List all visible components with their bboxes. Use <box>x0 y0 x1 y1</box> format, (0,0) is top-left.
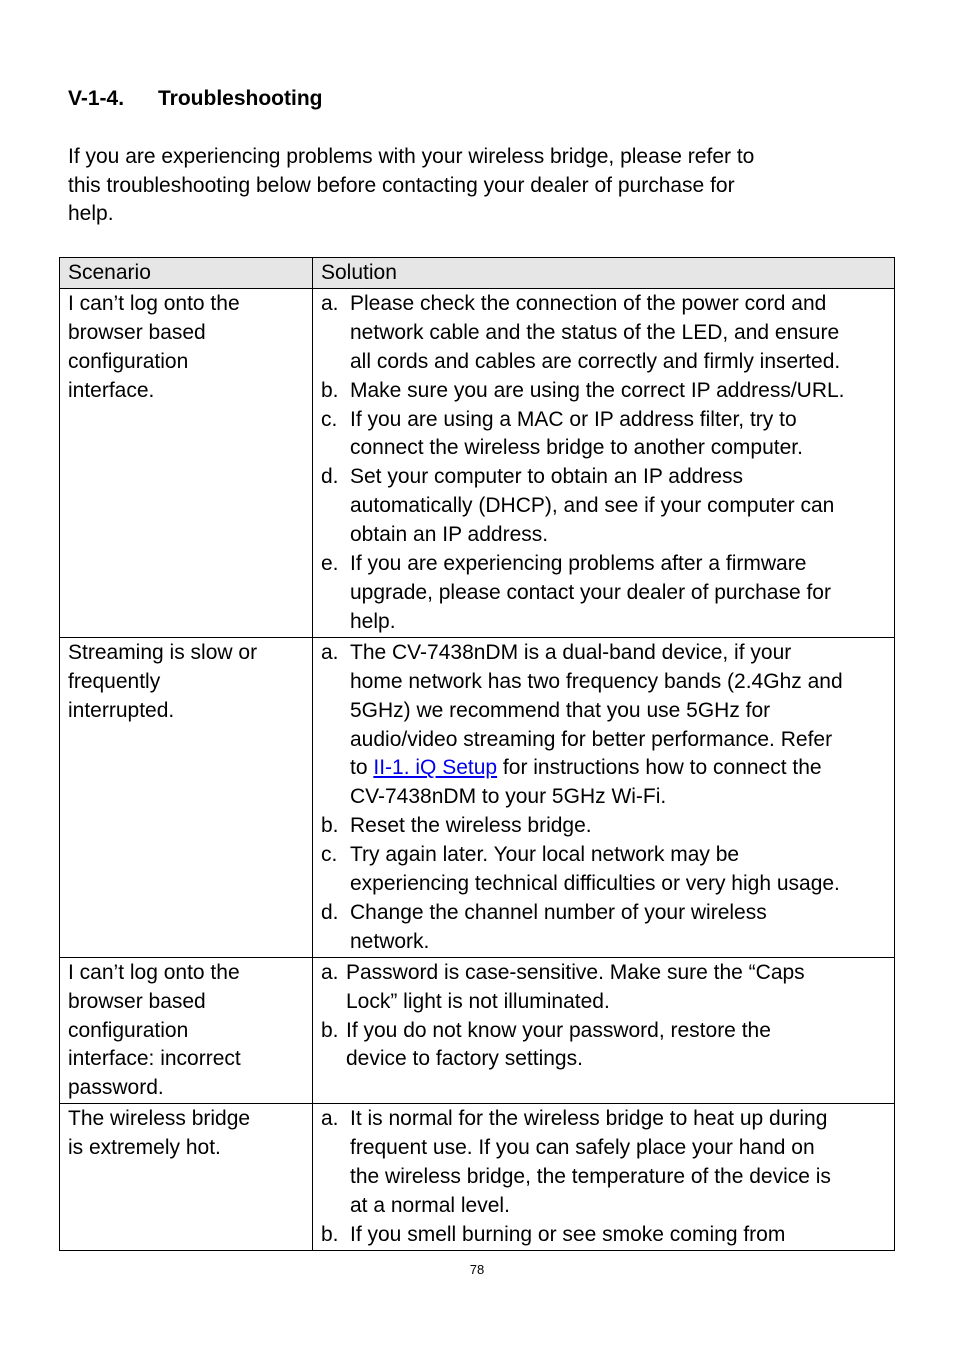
item-label: b. <box>321 814 339 838</box>
solution-item <box>321 463 888 550</box>
item-line: It is normal for the wireless bridge to heat up during <box>350 1107 828 1131</box>
link-suffix: for instructions how to connect the <box>497 756 822 780</box>
intro-line: help. <box>68 202 114 225</box>
solution-cell <box>313 957 895 1104</box>
iq-setup-link[interactable]: II-1. iQ Setup <box>373 756 498 780</box>
page-number: 78 <box>469 1262 485 1277</box>
item-line: Set your computer to obtain an IP address <box>350 465 744 489</box>
scenario-line: password. <box>68 1076 164 1100</box>
table-header-row <box>60 258 895 289</box>
scenario-line: is extremely hot. <box>68 1136 221 1160</box>
item-line: The CV-7438nDM is a dual-band device, if your <box>350 640 792 664</box>
scenario-cell <box>60 957 313 1104</box>
solution-item <box>321 639 888 812</box>
solution-item <box>321 812 888 841</box>
link-prefix: to <box>350 756 374 780</box>
scenario-cell <box>60 288 313 637</box>
item-line: home network has two frequency bands (2.4Ghz and <box>350 669 843 693</box>
table-row <box>60 1104 895 1251</box>
solution-cell <box>313 637 895 957</box>
solution-item <box>321 550 888 637</box>
item-line: Try again later. Your local network may be <box>350 843 740 867</box>
scenario-line: Streaming is slow or <box>68 640 258 664</box>
item-label: b. <box>321 1222 339 1246</box>
item-line: frequent use. If you can safely place your hand on <box>350 1136 815 1160</box>
solution-item <box>321 841 888 899</box>
troubleshooting-table <box>59 257 895 1251</box>
item-line-with-link <box>350 754 888 783</box>
item-line: automatically (DHCP), and see if your computer can <box>350 494 835 518</box>
scenario-line: interface. <box>68 378 155 402</box>
item-line: If you are experiencing problems after a firmware <box>350 552 807 576</box>
solution-item <box>321 899 888 957</box>
item-line: Reset the wireless bridge. <box>350 814 592 838</box>
item-line: upgrade, please contact your dealer of purchase for <box>350 580 831 604</box>
item-line: CV-7438nDM to your 5GHz Wi-Fi. <box>350 785 667 809</box>
item-line: Change the channel number of your wireless <box>350 900 767 924</box>
table-row <box>60 957 895 1104</box>
item-line: If you smell burning or see smoke coming from <box>350 1222 786 1246</box>
item-line: connect the wireless bridge to another computer. <box>350 436 803 460</box>
scenario-line: browser based <box>68 989 206 1013</box>
scenario-line: interrupted. <box>68 698 175 722</box>
item-line: the wireless bridge, the temperature of the device is <box>350 1165 831 1189</box>
solution-item <box>321 1221 888 1250</box>
scenario-cell <box>60 1104 313 1251</box>
item-label: a. <box>321 960 339 984</box>
solution-item <box>321 1105 888 1221</box>
item-label: b. <box>321 378 339 402</box>
item-label: e. <box>321 552 339 576</box>
section-title: Troubleshooting <box>158 87 323 110</box>
item-line: 5GHz) we recommend that you use 5GHz for <box>350 698 771 722</box>
solution-cell <box>313 288 895 637</box>
section-number: V-1-4. <box>68 87 125 110</box>
item-label: a. <box>321 291 339 315</box>
item-line: Make sure you are using the correct IP address/URL. <box>350 378 845 402</box>
intro-line: If you are experiencing problems with your wireless bridge, please refer to <box>68 145 755 168</box>
item-line: If you do not know your password, restore the <box>346 1018 771 1042</box>
solution-item <box>321 1017 888 1075</box>
item-line: network. <box>350 929 430 953</box>
item-line: Lock” light is not illuminated. <box>346 989 610 1013</box>
item-line: Please check the connection of the power cord and <box>350 291 827 315</box>
scenario-line: interface: incorrect <box>68 1047 241 1071</box>
item-line: device to factory settings. <box>346 1047 583 1071</box>
solution-cell <box>313 1104 895 1251</box>
section-heading <box>68 84 322 113</box>
item-label: c. <box>321 407 338 431</box>
header-scenario: Scenario <box>60 258 313 289</box>
item-label: d. <box>321 900 339 924</box>
intro-paragraph <box>68 143 868 229</box>
item-line: If you are using a MAC or IP address filter, try to <box>350 407 797 431</box>
scenario-line: configuration <box>68 1018 189 1042</box>
item-line: Password is case-sensitive. Make sure the “Caps <box>346 960 805 984</box>
item-line: at a normal level. <box>350 1194 510 1217</box>
item-label: d. <box>321 465 339 489</box>
item-line: network cable and the status of the LED, and ensure <box>350 320 840 344</box>
table-row <box>60 288 895 637</box>
header-solution: Solution <box>313 258 895 289</box>
scenario-line: The wireless bridge <box>68 1107 251 1131</box>
solution-item <box>321 290 888 377</box>
item-line: experiencing technical difficulties or very high usage. <box>350 872 840 896</box>
table-row <box>60 637 895 957</box>
scenario-cell <box>60 637 313 957</box>
item-label: a. <box>321 1107 339 1131</box>
item-line: obtain an IP address. <box>350 523 549 547</box>
scenario-line: I can’t log onto the <box>68 291 240 315</box>
item-label: c. <box>321 843 338 867</box>
item-line: all cords and cables are correctly and firmly inserted. <box>350 349 841 373</box>
solution-item <box>321 377 888 406</box>
item-line: help. <box>350 609 396 633</box>
item-line: audio/video streaming for better performance. Refer <box>350 727 833 751</box>
scenario-line: frequently <box>68 669 161 693</box>
item-label: b. <box>321 1018 339 1042</box>
solution-item <box>321 959 888 1017</box>
scenario-line: browser based <box>68 320 206 344</box>
scenario-line: I can’t log onto the <box>68 960 240 984</box>
item-label: a. <box>321 640 339 664</box>
intro-line: this troubleshooting below before contacting your dealer of purchase for <box>68 173 735 197</box>
solution-item <box>321 406 888 464</box>
scenario-line: configuration <box>68 349 189 373</box>
